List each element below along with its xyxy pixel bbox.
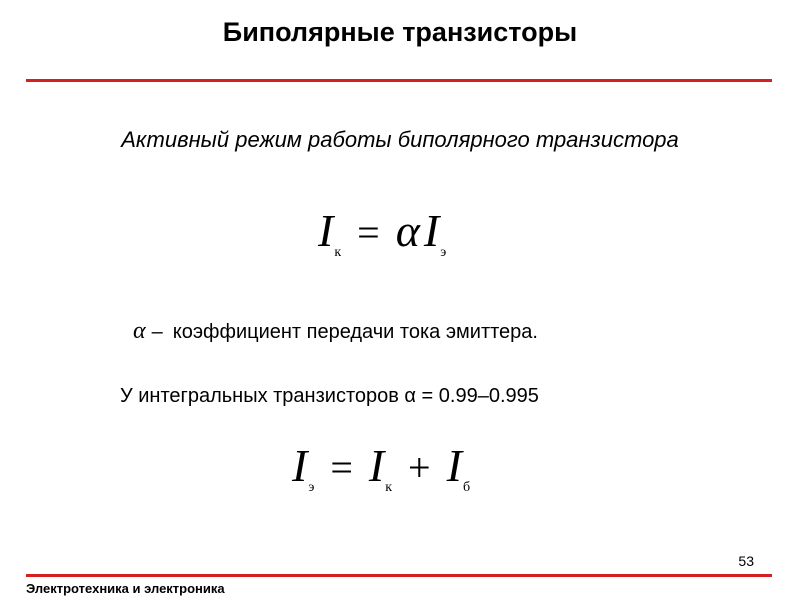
formula-2-lhs-var: I <box>292 440 308 491</box>
formula-1-rhs-sub: э <box>440 245 447 260</box>
formula-2-plus: + <box>408 445 431 490</box>
slide-title: Биполярные транзисторы <box>222 17 578 47</box>
alpha-symbol: α <box>133 318 146 344</box>
formula-2-term1-var: I <box>368 440 385 491</box>
formula-2-term2-sub: б <box>462 480 471 495</box>
formula-2-equals: = <box>330 445 353 490</box>
formula-collector-current <box>318 205 447 260</box>
top-divider <box>26 79 772 82</box>
formula-1-lhs-var: I <box>318 205 334 256</box>
formula-emitter-current <box>292 440 471 495</box>
formula-2-term2-var: I <box>446 440 462 491</box>
formula-1-coef: α <box>395 205 420 256</box>
alpha-dash: – <box>151 321 163 343</box>
page-number: 53 <box>738 553 754 569</box>
alpha-definition-text: коэффициент передачи тока эмиттера. <box>172 321 538 343</box>
formula-2-lhs-sub: э <box>308 480 315 495</box>
slide-subtitle: Активный режим работы биполярного транзистора <box>121 127 679 152</box>
integral-transistor-note: У интегральных транзисторов α = 0.99–0.995 <box>120 385 539 407</box>
formula-1-lhs-sub: к <box>334 245 342 260</box>
formula-1-equals: = <box>357 210 380 255</box>
bottom-divider <box>26 574 772 577</box>
footer-course-name: Электротехника и электроника <box>26 581 225 596</box>
formula-2-term1-sub: к <box>385 480 393 495</box>
alpha-definition <box>133 318 538 345</box>
formula-1-rhs-var: I <box>423 205 440 256</box>
